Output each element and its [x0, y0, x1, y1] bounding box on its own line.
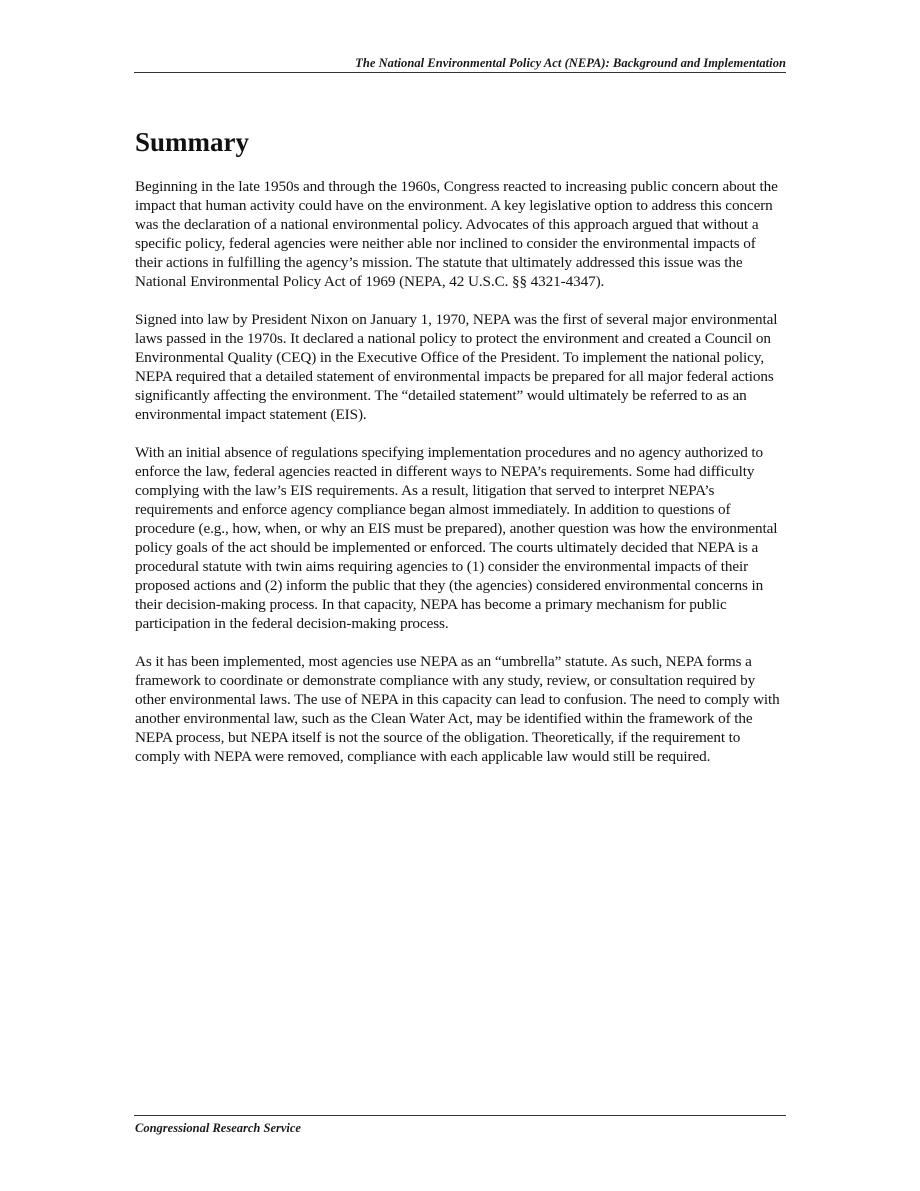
paragraph-3: With an initial absence of regulations specifying implementation procedures and no agency authorized to enforce the law, federal agencies reacted in different ways to NEPA’s requirements. Some had difficulty complying with the law’s EIS requirements. As a result, litigation that served to interpret NEPA’s requirements and enforce agency compliance began almost immediately. In addition to questions of procedure (e.g., how, when, or why an EIS must be prepared), another question was how the environmental policy goals of the act should be implemented or enforced. The courts ultimately decided that NEPA is a procedural statute with twin aims requiring agencies to (1) consider the environmental impacts of their proposed actions and (2) inform the public that they (the agencies) considered environmental concerns in their decision-making process. In that capacity, NEPA has become a primary mechanism for public participation in the federal decision-making process.	[135, 444, 778, 632]
paragraph-1: Beginning in the late 1950s and through the 1960s, Congress reacted to increasing public concern about the impact that human activity could have on the environment. A key legislative option to address this concern was the declaration of a national environmental policy. Advocates of this approach argued that without a specific policy, federal agencies were neither able nor inclined to consider the environmental impacts of their actions in fulfilling the agency’s mission. The statute that ultimately addressed this issue was the National Environmental Policy Act of 1969 (NEPA, 42 U.S.C. §§ 4321-4347).	[135, 178, 778, 290]
paragraph-4: As it has been implemented, most agencies use NEPA as an “umbrella” statute. As such, NEPA forms a framework to coordinate or demonstrate compliance with any study, review, or consultation required by other environmental laws. The use of NEPA in this capacity can lead to confusion. The need to comply with another environmental law, such as the Clean Water Act, may be identified within the framework of the NEPA process, but NEPA itself is not the source of the obligation. Theoretically, if the requirement to comply with NEPA were removed, compliance with each applicable law would still be required.	[135, 653, 780, 765]
paragraph-2: Signed into law by President Nixon on January 1, 1970, NEPA was the first of several major environmental laws passed in the 1970s. It declared a national policy to protect the environment and created a Council on Environmental Quality (CEQ) in the Executive Office of the President. To implement the national policy, NEPA required that a detailed statement of environmental impacts be prepared for all major federal actions significantly affecting the environment. The “detailed statement” would ultimately be referred to as an environmental impact statement (EIS).	[135, 311, 778, 423]
running-header: The National Environmental Policy Act (NEPA): Background and Implementation	[355, 56, 786, 70]
summary-body	[135, 177, 785, 785]
running-footer: Congressional Research Service	[135, 1121, 301, 1135]
header-divider	[134, 72, 786, 73]
section-title: Summary	[135, 127, 249, 157]
footer-divider	[134, 1115, 786, 1116]
